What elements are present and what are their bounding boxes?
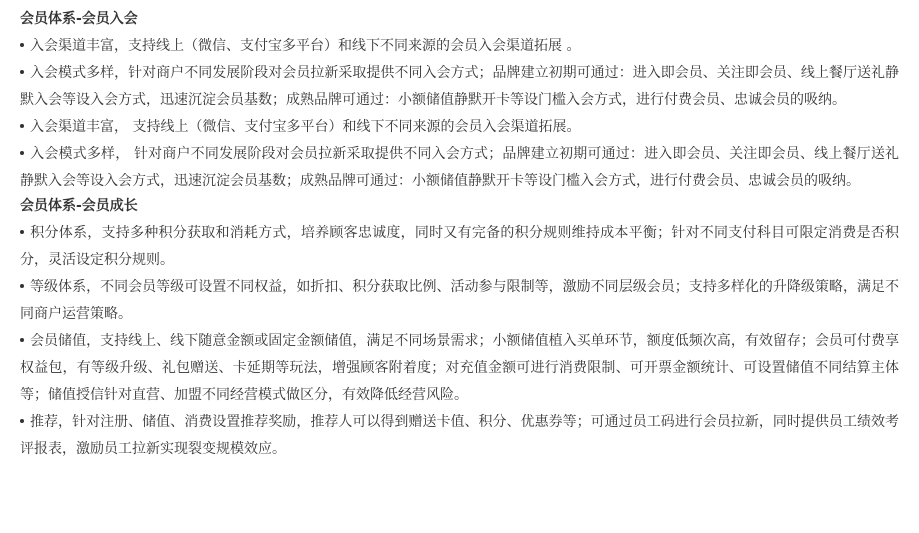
bullet-icon (20, 124, 24, 128)
bullet-icon (20, 419, 24, 423)
paragraph-text: 入会渠道丰富，支持线上（微信、支付宝多平台）和线下不同来源的会员入会渠道拓展 。 (30, 38, 581, 54)
paragraph-text: 积分体系，支持多种积分获取和消耗方式，培养顾客忠诚度，同时又有完备的积分规则维持成本平衡；针对不同支付科目可限定消费是否积分，灵活设定积分规则。 (20, 225, 899, 268)
bullet-icon (20, 284, 24, 288)
bullet-icon (20, 43, 24, 47)
bullet-icon (20, 70, 24, 74)
bullet-paragraph (20, 141, 899, 195)
bullet-paragraph (20, 274, 899, 328)
paragraph-text: 等级体系，不同会员等级可设置不同权益，如折扣、积分获取比例、活动参与限制等，激励不同层级会员；支持多样化的升降级策略，满足不同商户运营策略。 (20, 279, 899, 322)
bullet-paragraph (20, 60, 899, 114)
bullet-paragraph (20, 409, 899, 463)
bullet-paragraph (20, 114, 899, 141)
bullet-paragraph (20, 220, 899, 274)
bullet-icon (20, 230, 24, 234)
section-title-membership-join: 会员体系-会员入会 (20, 11, 138, 27)
section-title-membership-growth: 会员体系-会员成长 (20, 198, 138, 214)
bullet-icon (20, 151, 24, 155)
paragraph-text: 会员储值，支持线上、线下随意金额或固定金额储值，满足不同场景需求；小额储值植入买单环节，额度低频次高，有效留存；会员可付费享权益包，有等级升级、礼包赠送、卡延期等玩法，增强顾客附着度；对充值金额可进行消费限制、可开票金额统计、可设置储值不同结算主体等；储值授信针对直营、加盟不同经营模式做区分，有效降低经营风险。 (20, 333, 899, 403)
paragraph-text: 推荐，针对注册、储值、消费设置推荐奖励，推荐人可以得到赠送卡值、积分、优惠券等；可通过员工码进行会员拉新，同时提供员工绩效考评报表，激励员工拉新实现裂变规模效应。 (20, 414, 899, 457)
bullet-paragraph (20, 328, 899, 409)
paragraph-text: 入会模式多样，针对商户不同发展阶段对会员拉新采取提供不同入会方式；品牌建立初期可通过：进入即会员、关注即会员、线上餐厅送礼静默入会等设入会方式，迅速沉淀会员基数；成熟品牌可通过：小额储值静默开卡等设门槛入会方式，进行付费会员、忠诚会员的吸纳。 (20, 65, 899, 108)
paragraph-text: 入会渠道丰富， 支持线上（微信、支付宝多平台）和线下不同来源的会员入会渠道拓展。 (30, 119, 581, 135)
bullet-icon (20, 338, 24, 342)
bullet-paragraph (20, 33, 899, 60)
paragraph-text: 入会模式多样， 针对商户不同发展阶段对会员拉新采取提供不同入会方式；品牌建立初期可通过：进入即会员、关注即会员、线上餐厅送礼静默入会等设入会方式，迅速沉淀会员基数；成熟品牌可通过：小额储值静默开卡等设门槛入会方式，进行付费会员、忠诚会员的吸纳。 (20, 146, 899, 189)
